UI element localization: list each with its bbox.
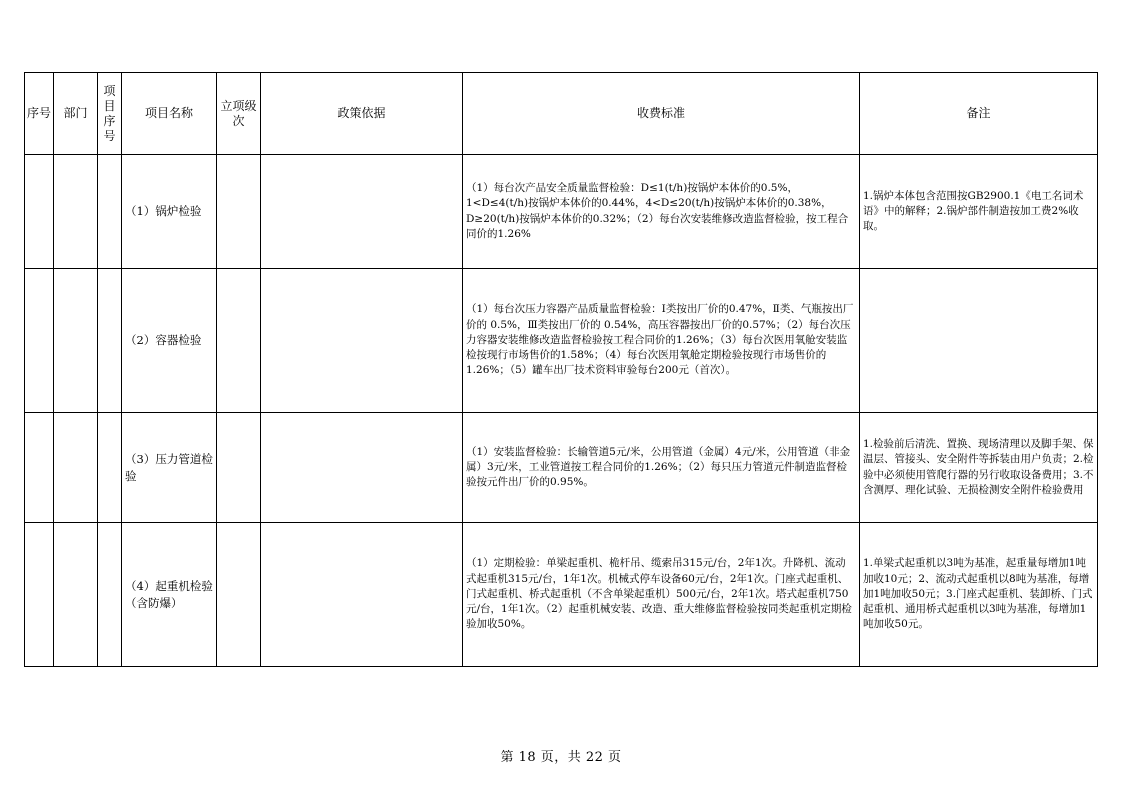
cell-policy — [261, 413, 463, 523]
cell-dept — [54, 269, 98, 413]
cell-policy — [261, 155, 463, 269]
header-remark: 备注 — [860, 73, 1098, 155]
cell-policy — [261, 523, 463, 667]
cell-dept — [54, 155, 98, 269]
cell-item-seq — [98, 523, 122, 667]
header-standard: 收费标准 — [463, 73, 860, 155]
cell-item-name: （4）起重机检验（含防爆） — [122, 523, 217, 667]
cell-item-seq — [98, 155, 122, 269]
cell-level — [217, 523, 261, 667]
table-row — [25, 155, 1098, 269]
table-row — [25, 523, 1098, 667]
cell-dept — [54, 523, 98, 667]
cell-level — [217, 413, 261, 523]
cell-remark — [860, 269, 1098, 413]
cell-standard: （1）每台次压力容器产品质量监督检验：I类按出厂价的0.47%，Ⅱ类、气瓶按出厂价的 0.5%，Ⅲ类按出厂价的 0.54%，高压容器按出厂价的0.57%；（2）每台次压力容器安装维修改造监督检验按工程合同价的1.26%；（3）每台次医用氧舱安装监检按现行市场售价的1.58%；（4）每台次医用氧舱定期检验按现行市场售价的1.26%；（5）罐车出厂技术资料审验每台200元（首次）。 — [463, 269, 860, 413]
cell-standard: （1）定期检验：单梁起重机、桅杆吊、缆索吊315元/台，2年1次。升降机、流动式起重机315元/台，1年1次。机械式停车设备60元/台，2年1次。门座式起重机、门式起重机、桥式起重机（不含单梁起重机）500元/台，2年1次。塔式起重机750元/台，1年1次。（2）起重机械安装、改造、重大维修监督检验按同类起重机定期检验加收50%。 — [463, 523, 860, 667]
cell-policy — [261, 269, 463, 413]
header-item-seq: 项目序号 — [98, 73, 122, 155]
table-row — [25, 269, 1098, 413]
header-seq: 序号 — [25, 73, 54, 155]
fee-table — [24, 72, 1098, 667]
cell-item-name: （3）压力管道检验 — [122, 413, 217, 523]
cell-remark: 1.检验前后清洗、置换、现场清理以及脚手架、保温层、管接头、安全附件等拆装由用户负责；2.检验中必须使用管爬行器的另行收取设备费用；3.不含测厚、理化试验、无损检测安全附件检验费用 — [860, 413, 1098, 523]
cell-remark: 1.锅炉本体包含范围按GB2900.1《电工名词术语》中的解释；2.锅炉部件制造按加工费2%收取。 — [860, 155, 1098, 269]
cell-seq — [25, 155, 54, 269]
cell-dept — [54, 413, 98, 523]
cell-level — [217, 269, 261, 413]
header-item-name: 项目名称 — [122, 73, 217, 155]
page-footer: 第 18 页，共 22 页 — [500, 750, 622, 765]
cell-item-name: （1）锅炉检验 — [122, 155, 217, 269]
table-header-row — [25, 73, 1098, 155]
cell-seq — [25, 269, 54, 413]
cell-item-seq — [98, 413, 122, 523]
header-policy: 政策依据 — [261, 73, 463, 155]
cell-remark: 1.单梁式起重机以3吨为基准，起重量每增加1吨加收10元；2、流动式起重机以8吨为基准，每增加1吨加收50元；3.门座式起重机、装卸桥、门式起重机、通用桥式起重机以3吨为基准，每增加1吨加收50元。 — [860, 523, 1098, 667]
cell-item-seq — [98, 269, 122, 413]
cell-item-name: （2）容器检验 — [122, 269, 217, 413]
header-dept: 部门 — [54, 73, 98, 155]
cell-seq — [25, 413, 54, 523]
cell-standard: （1）每台次产品安全质量监督检验：D≤1(t/h)按锅炉本体价的0.5%，1<D≤4(t/h)按锅炉本体价的0.44%，4<D≤20(t/h)按锅炉本体价的0.38%，D≥20(t/h)按锅炉本体价的0.32%；（2）每台次安装维修改造监督检验，按工程合同价的1.26% — [463, 155, 860, 269]
cell-standard: （1）安装监督检验：长输管道5元/米，公用管道（金属）4元/米，公用管道（非金属）3元/米，工业管道按工程合同价的1.26%；（2）每只压力管道元件制造监督检验按元件出厂价的0.95%。 — [463, 413, 860, 523]
cell-level — [217, 155, 261, 269]
cell-seq — [25, 523, 54, 667]
header-level: 立项级次 — [217, 73, 261, 155]
table-row — [25, 413, 1098, 523]
